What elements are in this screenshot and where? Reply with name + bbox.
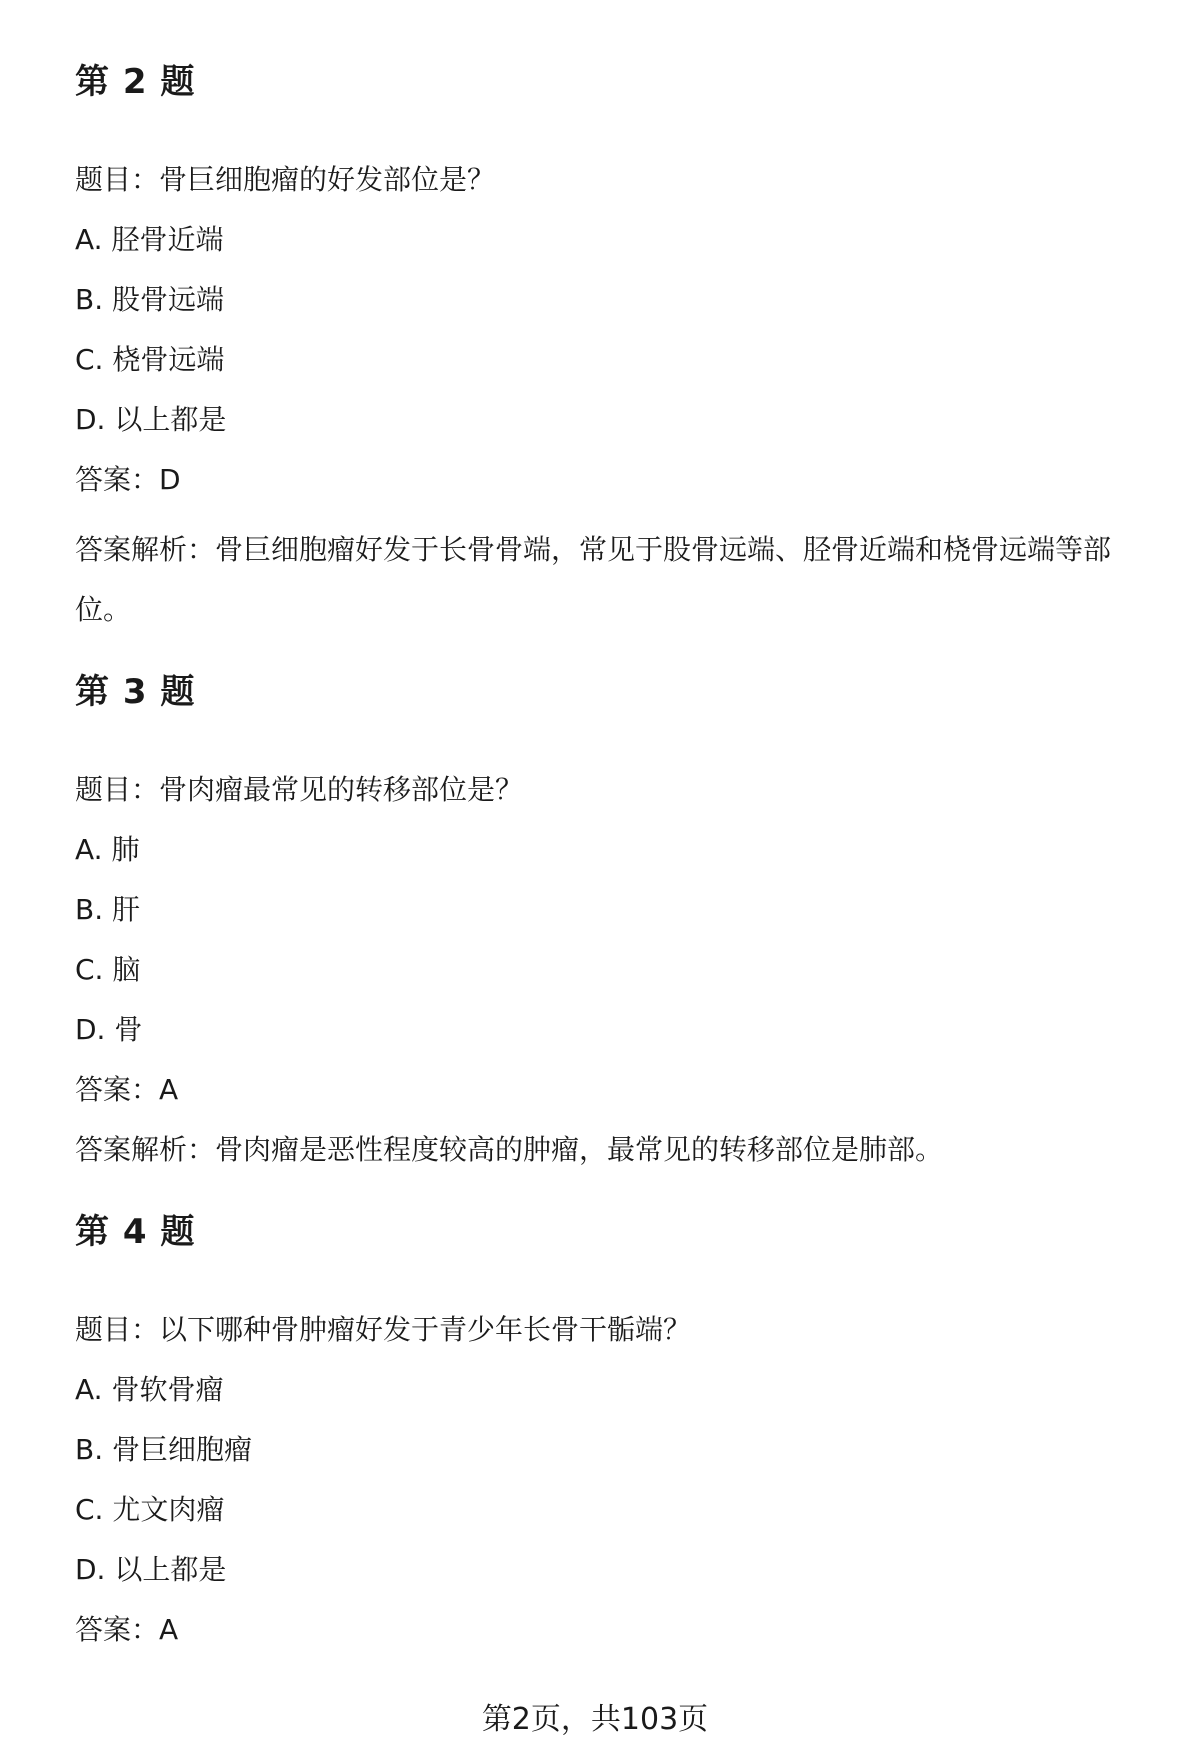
option-c: C. 脑	[75, 953, 141, 986]
answer-analysis: 答案解析：骨肉瘤是恶性程度较高的肿瘤，最常见的转移部位是肺部。	[75, 1133, 944, 1166]
option-b: B. 骨巨细胞瘤	[75, 1433, 253, 1466]
option-d: D. 以上都是	[75, 1553, 227, 1586]
question-heading: 第 4 题	[75, 1212, 196, 1252]
answer-analysis: 答案解析：骨巨细胞瘤好发于长骨骨端，常见于股骨远端、胫骨近端和桡骨远端等部位。	[75, 533, 1112, 626]
question-3	[75, 670, 1165, 1170]
answer: 答案：D	[75, 463, 181, 496]
question-stem: 题目：骨肉瘤最常见的转移部位是？	[75, 773, 524, 806]
option-a: A. 肺	[75, 833, 140, 866]
question-list	[75, 60, 1165, 1670]
question-stem: 题目：骨巨细胞瘤的好发部位是？	[75, 163, 496, 196]
question-4	[75, 1210, 1165, 1650]
question-stem: 题目：以下哪种骨肿瘤好发于青少年长骨干骺端？	[75, 1313, 692, 1346]
answer: 答案：A	[75, 1073, 179, 1106]
question-2	[75, 60, 1165, 640]
option-c: C. 桡骨远端	[75, 343, 225, 376]
option-a: A. 骨软骨瘤	[75, 1373, 224, 1406]
page-number: 第2页，共103页	[481, 1702, 709, 1737]
option-b: B. 肝	[75, 893, 141, 926]
question-heading: 第 2 题	[75, 62, 196, 102]
option-c: C. 尤文肉瘤	[75, 1493, 225, 1526]
option-b: B. 股骨远端	[75, 283, 225, 316]
question-heading: 第 3 题	[75, 672, 196, 712]
option-d: D. 骨	[75, 1013, 143, 1046]
option-d: D. 以上都是	[75, 403, 227, 436]
option-a: A. 胫骨近端	[75, 223, 224, 256]
answer: 答案：A	[75, 1613, 179, 1646]
